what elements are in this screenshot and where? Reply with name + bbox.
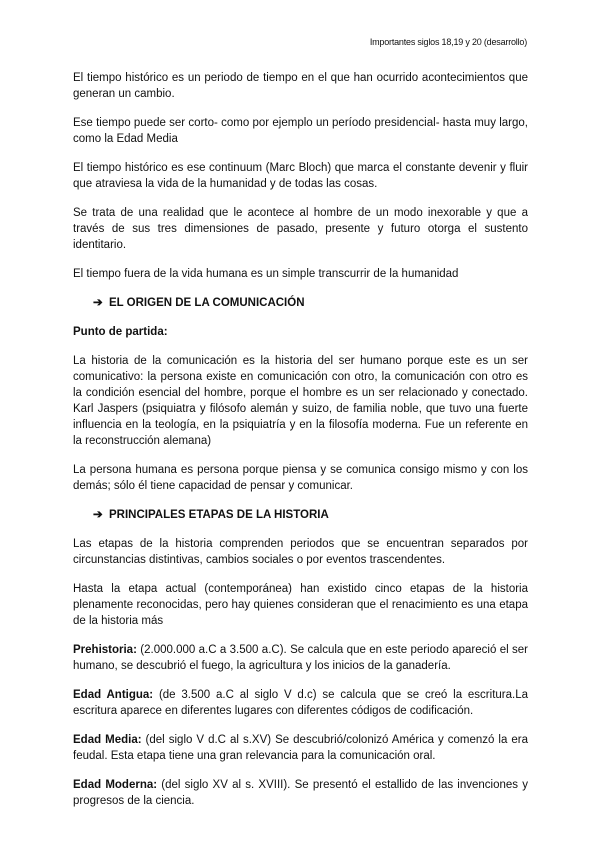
arrow-icon: ➔	[93, 509, 103, 521]
stage-name: Edad Moderna:	[73, 779, 158, 791]
paragraph-persona-humana: La persona humana es persona porque piensa y se comunica consigo mismo y con los demás; sólo él tiene capacidad de pensar y comunicar.	[73, 464, 528, 492]
paragraph-continuum: El tiempo histórico es ese continuum (Marc Bloch) que marca el constante devenir y fluir que atraviesa la vida de la humanidad y de todas las cosas.	[73, 162, 528, 190]
section-title: PRINCIPALES ETAPAS DE LA HISTORIA	[109, 509, 329, 521]
stage-name: Prehistoria:	[73, 644, 137, 656]
stage-prehistoria	[73, 642, 528, 674]
paragraph-tiempo-historico: El tiempo histórico es un periodo de tiempo en el que han ocurrido acontecimientos que generan un cambio.	[73, 72, 528, 100]
stage-text: (del siglo V d.C al s.XV) Se descubrió/colonizó América y comenzó la era feudal. Esta etapa tiene una gran relevancia para la comunicación oral.	[73, 734, 528, 762]
paragraph-realidad: Se trata de una realidad que le acontece al hombre de un modo inexorable y que a través de sus tres dimensiones de pasado, presente y futuro otorga el sustento identitario.	[73, 207, 528, 251]
paragraph-etapas: Las etapas de la historia comprenden periodos que se encuentran separados por circunstancias distintivas, cambios sociales o por eventos trascendentes.	[73, 538, 528, 566]
page-header: Importantes siglos 18,19 y 20 (desarrollo)	[369, 37, 527, 47]
stage-edad-media	[73, 732, 528, 764]
paragraph-tiempo-fuera: El tiempo fuera de la vida humana es un simple transcurrir de la humanidad	[73, 268, 459, 280]
arrow-icon: ➔	[93, 297, 103, 309]
stage-name: Edad Media:	[73, 734, 142, 746]
paragraph-historia-comunicacion: La historia de la comunicación es la historia del ser humano porque este es un ser comunicativo: la persona existe en comunicación con otro, la comunicación con otro es la condición esencial del hombre, porque el hombre es un ser relacionado y conectado. Karl Jaspers (psiquiatra y filósofo alemán y suizo, de familia noble, que tuvo una fuerte influencia en la teología, en la psiquiatría y en la filosofía moderna. Fue un referente en la reconstrucción alemana)	[73, 355, 528, 447]
subheading-punto-de-partida: Punto de partida:	[73, 326, 168, 338]
section-heading-etapas	[73, 507, 528, 523]
section-heading-origen	[73, 295, 528, 311]
stage-text: (2.000.000 a.C a 3.500 a.C). Se calcula que en este periodo apareció el ser humano, se descubrió el fuego, la agricultura y los inicios de la ganadería.	[73, 644, 528, 672]
paragraph-duracion: Ese tiempo puede ser corto- como por ejemplo un período presidencial- hasta muy largo, como la Edad Media	[73, 117, 528, 145]
stage-edad-moderna	[73, 777, 528, 809]
document-body	[73, 70, 528, 822]
section-title: EL ORIGEN DE LA COMUNICACIÓN	[109, 297, 305, 309]
stage-text: (de 3.500 a.C al siglo V d.c) se calcula que se creó la escritura.La escritura aparece en diferentes lugares con diferentes códigos de codificación.	[73, 689, 528, 717]
stage-text: (del siglo XV al s. XVIII). Se presentó el estallido de las invenciones y progresos de la ciencia.	[73, 779, 528, 807]
paragraph-cinco-etapas: Hasta la etapa actual (contemporánea) han existido cinco etapas de la historia plenamente reconocidas, pero hay quienes consideran que el renacimiento es una etapa de la historia más	[73, 583, 528, 627]
stage-name: Edad Antigua:	[73, 689, 154, 701]
stage-edad-antigua	[73, 687, 528, 719]
